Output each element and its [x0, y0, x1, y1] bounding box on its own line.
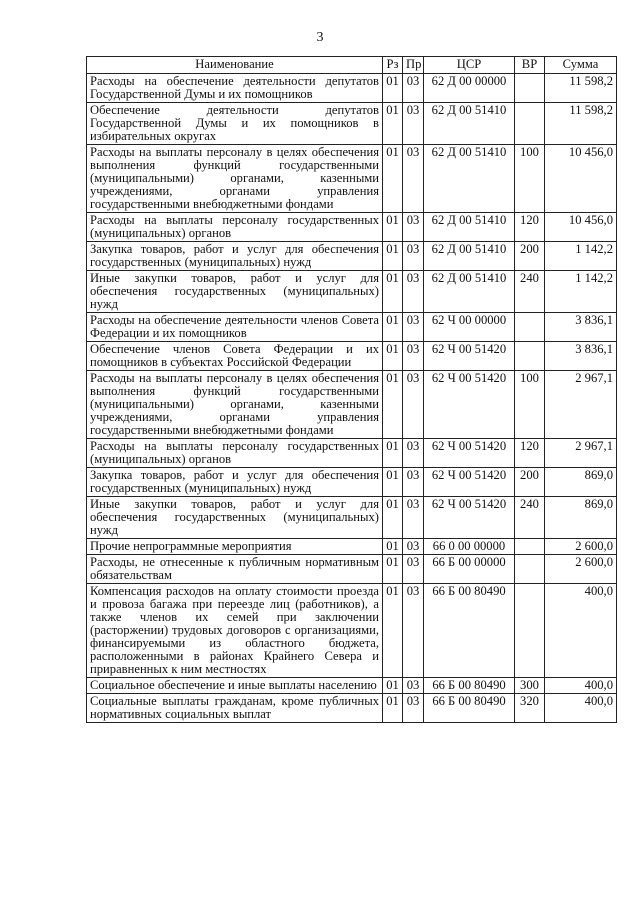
row-csr-cell: 62 Д 00 51410 — [424, 271, 515, 313]
row-vr-cell: 200 — [515, 468, 545, 497]
row-rz-cell: 01 — [383, 555, 403, 584]
table-row — [87, 371, 617, 439]
row-pr-cell: 03 — [403, 213, 424, 242]
header-vr: ВР — [515, 57, 545, 74]
row-sum-cell: 869,0 — [545, 497, 617, 539]
row-pr-cell: 03 — [403, 694, 424, 723]
row-sum-cell: 11 598,2 — [545, 103, 617, 145]
row-rz-cell: 01 — [383, 439, 403, 468]
table-row — [87, 539, 617, 555]
row-vr-cell — [515, 584, 545, 678]
row-pr-cell: 03 — [403, 342, 424, 371]
row-name-cell: Обеспечение членов Совета Федерации и их помощников в субъектах Российской Федерации — [87, 342, 383, 371]
row-sum-cell: 3 836,1 — [545, 342, 617, 371]
row-pr-cell: 03 — [403, 242, 424, 271]
row-pr-cell: 03 — [403, 313, 424, 342]
row-sum-cell: 869,0 — [545, 468, 617, 497]
row-sum-cell: 10 456,0 — [545, 213, 617, 242]
row-pr-cell: 03 — [403, 555, 424, 584]
row-pr-cell: 03 — [403, 584, 424, 678]
row-rz-cell: 01 — [383, 145, 403, 213]
header-pr: Пр — [403, 57, 424, 74]
row-rz-cell: 01 — [383, 271, 403, 313]
row-vr-cell: 240 — [515, 497, 545, 539]
row-name-cell: Расходы, не отнесенные к публичным нормативным обязательствам — [87, 555, 383, 584]
header-name: Наименование — [87, 57, 383, 74]
row-pr-cell: 03 — [403, 103, 424, 145]
row-sum-cell: 3 836,1 — [545, 313, 617, 342]
row-sum-cell: 2 967,1 — [545, 371, 617, 439]
page-number: 3 — [316, 30, 324, 45]
row-vr-cell — [515, 342, 545, 371]
row-csr-cell: 62 Ч 00 51420 — [424, 439, 515, 468]
header-csr: ЦСР — [424, 57, 515, 74]
row-sum-cell: 400,0 — [545, 694, 617, 723]
table-row — [87, 497, 617, 539]
row-sum-cell: 400,0 — [545, 678, 617, 694]
row-pr-cell: 03 — [403, 371, 424, 439]
row-csr-cell: 66 0 00 00000 — [424, 539, 515, 555]
row-rz-cell: 01 — [383, 678, 403, 694]
row-pr-cell: 03 — [403, 439, 424, 468]
row-rz-cell: 01 — [383, 468, 403, 497]
row-name-cell: Обеспечение деятельности депутатов Государственной Думы и их помощников в избирательных округах — [87, 103, 383, 145]
row-vr-cell: 120 — [515, 213, 545, 242]
row-name-cell: Расходы на выплаты персоналу государственных (муниципальных) органов — [87, 439, 383, 468]
table-row — [87, 103, 617, 145]
row-csr-cell: 62 Ч 00 51420 — [424, 497, 515, 539]
row-name-cell: Прочие непрограммные мероприятия — [87, 539, 383, 555]
row-pr-cell: 03 — [403, 678, 424, 694]
row-name-cell: Социальное обеспечение и иные выплаты населению — [87, 678, 383, 694]
row-sum-cell: 2 600,0 — [545, 539, 617, 555]
row-vr-cell: 100 — [515, 145, 545, 213]
row-name-cell: Закупка товаров, работ и услуг для обеспечения государственных (муниципальных) нужд — [87, 468, 383, 497]
row-vr-cell: 200 — [515, 242, 545, 271]
row-name-cell: Иные закупки товаров, работ и услуг для обеспечения государственных (муниципальных) нужд — [87, 497, 383, 539]
row-pr-cell: 03 — [403, 271, 424, 313]
row-rz-cell: 01 — [383, 242, 403, 271]
row-name-cell: Расходы на выплаты персоналу государственных (муниципальных) органов — [87, 213, 383, 242]
row-pr-cell: 03 — [403, 145, 424, 213]
row-csr-cell: 62 Д 00 51410 — [424, 242, 515, 271]
row-sum-cell: 11 598,2 — [545, 74, 617, 103]
row-name-cell: Расходы на выплаты персоналу в целях обеспечения выполнения функций государственными (муниципальными) органами, казенными учреждениями, органами управления государственными внебюджетными фондами — [87, 371, 383, 439]
table-row — [87, 468, 617, 497]
table-row — [87, 145, 617, 213]
row-vr-cell: 120 — [515, 439, 545, 468]
row-rz-cell: 01 — [383, 497, 403, 539]
row-csr-cell: 66 Б 00 80490 — [424, 694, 515, 723]
row-vr-cell — [515, 103, 545, 145]
row-sum-cell: 1 142,2 — [545, 242, 617, 271]
table-row — [87, 694, 617, 723]
row-csr-cell: 62 Д 00 51410 — [424, 103, 515, 145]
row-pr-cell: 03 — [403, 74, 424, 103]
table-row — [87, 584, 617, 678]
table-row — [87, 313, 617, 342]
header-rz: Рз — [383, 57, 403, 74]
row-rz-cell: 01 — [383, 539, 403, 555]
row-name-cell: Иные закупки товаров, работ и услуг для обеспечения государственных (муниципальных) нужд — [87, 271, 383, 313]
row-rz-cell: 01 — [383, 584, 403, 678]
row-csr-cell: 62 Ч 00 51420 — [424, 342, 515, 371]
row-csr-cell: 66 Б 00 80490 — [424, 584, 515, 678]
row-csr-cell: 62 Ч 00 51420 — [424, 371, 515, 439]
table-row — [87, 342, 617, 371]
row-name-cell: Расходы на обеспечение деятельности депутатов Государственной Думы и их помощников — [87, 74, 383, 103]
row-rz-cell: 01 — [383, 213, 403, 242]
row-vr-cell: 300 — [515, 678, 545, 694]
row-name-cell: Закупка товаров, работ и услуг для обеспечения государственных (муниципальных) нужд — [87, 242, 383, 271]
table-row — [87, 678, 617, 694]
row-sum-cell: 10 456,0 — [545, 145, 617, 213]
row-sum-cell: 400,0 — [545, 584, 617, 678]
row-csr-cell: 62 Д 00 00000 — [424, 74, 515, 103]
row-csr-cell: 62 Ч 00 00000 — [424, 313, 515, 342]
header-sum: Сумма — [545, 57, 617, 74]
table-row — [87, 555, 617, 584]
row-vr-cell — [515, 555, 545, 584]
table-header-row — [87, 57, 617, 74]
row-rz-cell: 01 — [383, 313, 403, 342]
row-vr-cell — [515, 74, 545, 103]
row-vr-cell — [515, 313, 545, 342]
row-name-cell: Расходы на выплаты персоналу в целях обеспечения выполнения функций государственными (муниципальными) органами, казенными учреждениями, органами управления государственными внебюджетными фондами — [87, 145, 383, 213]
row-name-cell: Расходы на обеспечение деятельности членов Совета Федерации и их помощников — [87, 313, 383, 342]
table-row — [87, 213, 617, 242]
row-rz-cell: 01 — [383, 694, 403, 723]
row-vr-cell — [515, 539, 545, 555]
table-row — [87, 242, 617, 271]
row-vr-cell: 240 — [515, 271, 545, 313]
row-pr-cell: 03 — [403, 539, 424, 555]
row-csr-cell: 62 Ч 00 51420 — [424, 468, 515, 497]
row-vr-cell: 320 — [515, 694, 545, 723]
table-row — [87, 439, 617, 468]
row-pr-cell: 03 — [403, 497, 424, 539]
row-csr-cell: 62 Д 00 51410 — [424, 213, 515, 242]
row-name-cell: Социальные выплаты гражданам, кроме публичных нормативных социальных выплат — [87, 694, 383, 723]
row-csr-cell: 66 Б 00 80490 — [424, 678, 515, 694]
table-row — [87, 271, 617, 313]
row-pr-cell: 03 — [403, 468, 424, 497]
budget-table — [86, 56, 617, 723]
table-row — [87, 74, 617, 103]
row-rz-cell: 01 — [383, 371, 403, 439]
row-rz-cell: 01 — [383, 74, 403, 103]
row-sum-cell: 2 967,1 — [545, 439, 617, 468]
row-csr-cell: 66 Б 00 00000 — [424, 555, 515, 584]
row-rz-cell: 01 — [383, 342, 403, 371]
table-body — [87, 74, 617, 723]
row-csr-cell: 62 Д 00 51410 — [424, 145, 515, 213]
row-rz-cell: 01 — [383, 103, 403, 145]
row-sum-cell: 2 600,0 — [545, 555, 617, 584]
row-sum-cell: 1 142,2 — [545, 271, 617, 313]
row-name-cell: Компенсация расходов на оплату стоимости проезда и провоза багажа при переезде лиц (работников), а также членов их семей при заключении (расторжении) трудовых договоров с организациями, финансируемыми из областного бюджета, расположенными в районах Крайнего Севера и приравненных к ним местностях — [87, 584, 383, 678]
row-vr-cell: 100 — [515, 371, 545, 439]
